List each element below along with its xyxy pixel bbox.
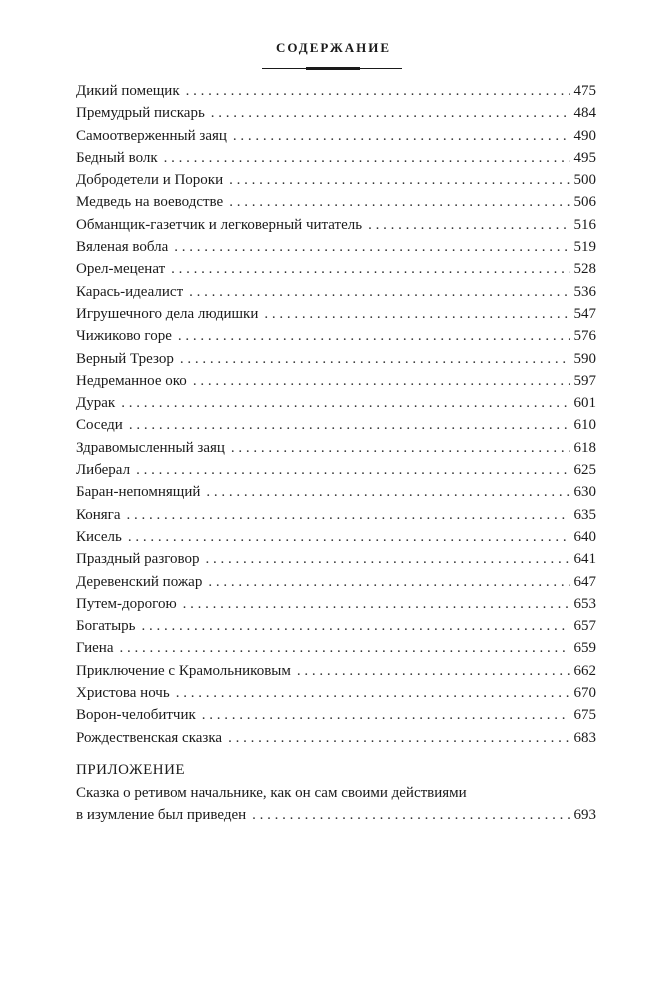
appendix-section — [76, 758, 596, 826]
toc-entry-title: Медведь на воеводстве — [76, 194, 224, 211]
table-of-contents — [76, 80, 596, 749]
toc-entry-page: 670 — [573, 685, 596, 702]
dot-leader — [136, 459, 569, 481]
toc-entry-page: 683 — [573, 729, 596, 746]
toc-entry — [76, 80, 596, 102]
toc-entry — [76, 615, 596, 637]
toc-entry — [76, 682, 596, 704]
toc-entry-title: Здравомысленный заяц — [76, 439, 225, 456]
toc-entry-title: Дурак — [76, 395, 116, 412]
toc-entry-title: Коняга — [76, 506, 121, 523]
toc-entry-title: Путем-дорогою — [76, 595, 177, 612]
toc-entry — [76, 593, 596, 615]
toc-entry-title: Рождественская сказка — [76, 729, 223, 746]
toc-entry-page: 597 — [573, 372, 596, 389]
dot-leader — [206, 548, 570, 570]
toc-entry — [76, 637, 596, 659]
toc-entry-page: 635 — [573, 506, 596, 523]
appendix-entry — [76, 804, 596, 826]
toc-entry-page: 675 — [573, 707, 596, 724]
appendix-entry-title-line1: Сказка о ретивом начальнике, как он сам своими действиями — [76, 785, 467, 801]
toc-entry-page: 506 — [573, 194, 596, 211]
toc-entry — [76, 169, 596, 191]
toc-entry-page: 528 — [573, 261, 596, 278]
toc-entry-title: Добродетели и Пороки — [76, 172, 224, 189]
toc-entry — [76, 191, 596, 213]
toc-entry-title: Орел-меценат — [76, 261, 166, 278]
dot-leader — [229, 191, 569, 213]
dot-leader — [178, 325, 570, 347]
toc-entry-page: 516 — [573, 216, 596, 233]
dot-leader — [202, 704, 570, 726]
toc-entry-page: 547 — [573, 305, 596, 322]
appendix-entry-title-line2: в изумление был приведен — [76, 807, 247, 823]
dot-leader — [252, 804, 569, 826]
toc-entry — [76, 258, 596, 280]
toc-entry-title: Вяленая вобла — [76, 239, 169, 256]
dot-leader — [121, 392, 569, 414]
toc-entry — [76, 147, 596, 169]
page-title: СОДЕРЖАНИЕ — [275, 40, 392, 55]
toc-entry — [76, 571, 596, 593]
appendix-heading: ПРИЛОЖЕНИЕ — [76, 762, 186, 778]
toc-entry — [76, 236, 596, 258]
toc-entry-title: Премудрый пискарь — [76, 105, 205, 122]
dot-leader — [127, 504, 570, 526]
toc-entry-title: Баран-непомнящий — [76, 484, 201, 501]
toc-entry — [76, 504, 596, 526]
toc-entry-page: 662 — [573, 662, 596, 679]
toc-entry-title: Праздный разговор — [76, 551, 200, 568]
dot-leader — [264, 303, 569, 325]
dot-leader — [193, 370, 570, 392]
toc-entry-title: Ворон-челобитчик — [76, 707, 196, 724]
dot-leader — [208, 571, 569, 593]
dot-leader — [128, 526, 570, 548]
toc-entry-title: Чижиково горе — [76, 328, 172, 345]
toc-entry — [76, 370, 596, 392]
toc-entry-title: Соседи — [76, 417, 123, 434]
toc-entry-title: Недреманное око — [76, 372, 187, 389]
toc-entry — [76, 437, 596, 459]
toc-entry — [76, 660, 596, 682]
toc-entry-page: 519 — [573, 239, 596, 256]
dot-leader — [368, 214, 569, 236]
toc-entry — [76, 727, 596, 749]
toc-entry-title: Карась-идеалист — [76, 283, 184, 300]
toc-entry-title: Обманщик-газетчик и легковерный читатель — [76, 216, 363, 233]
dot-leader — [119, 637, 569, 659]
toc-entry-title: Либерал — [76, 462, 131, 479]
toc-entry-title: Кисель — [76, 528, 122, 545]
toc-entry — [76, 526, 596, 548]
toc-entry — [76, 102, 596, 124]
toc-entry-title: Игрушечного дела людишки — [76, 305, 259, 322]
dot-leader — [297, 660, 570, 682]
toc-entry — [76, 303, 596, 325]
dot-leader — [129, 414, 570, 436]
toc-entry-page: 601 — [573, 395, 596, 412]
toc-entry — [76, 348, 596, 370]
toc-entry-page: 536 — [573, 283, 596, 300]
toc-entry-title: Самоотверженный заяц — [76, 127, 227, 144]
toc-entry-page: 495 — [573, 149, 596, 166]
toc-entry-page: 653 — [573, 595, 596, 612]
toc-entry — [76, 704, 596, 726]
toc-entry-page: 618 — [573, 439, 596, 456]
dot-leader — [186, 80, 570, 102]
toc-entry — [76, 481, 596, 503]
dot-leader — [142, 615, 570, 637]
toc-entry-page: 641 — [573, 551, 596, 568]
dot-leader — [183, 593, 570, 615]
toc-entry — [76, 281, 596, 303]
dot-leader — [233, 125, 570, 147]
toc-entry-page: 500 — [573, 172, 596, 189]
dot-leader — [180, 348, 570, 370]
dot-leader — [231, 437, 570, 459]
toc-entry — [76, 392, 596, 414]
toc-entry-page: 640 — [573, 528, 596, 545]
toc-entry-page: 659 — [573, 640, 596, 657]
toc-entry-title: Богатырь — [76, 618, 136, 635]
toc-entry — [76, 125, 596, 147]
toc-entry-page: 490 — [573, 127, 596, 144]
toc-entry-title: Бедный волк — [76, 149, 158, 166]
dot-leader — [229, 169, 569, 191]
toc-entry-page: 576 — [573, 328, 596, 345]
dot-leader — [211, 102, 570, 124]
dot-leader — [174, 236, 569, 258]
title-rule-thick — [306, 67, 360, 70]
toc-entry-title: Приключение с Крамольниковым — [76, 662, 291, 679]
appendix-entry-page: 693 — [573, 807, 596, 823]
toc-entry — [76, 214, 596, 236]
toc-entry-page: 484 — [573, 105, 596, 122]
toc-entry — [76, 325, 596, 347]
toc-entry-page: 625 — [573, 462, 596, 479]
toc-entry-title: Верный Трезор — [76, 350, 174, 367]
toc-entry — [76, 414, 596, 436]
toc-entry-title: Деревенский пожар — [76, 573, 203, 590]
toc-entry-title: Гиена — [76, 640, 114, 657]
dot-leader — [189, 281, 569, 303]
toc-entry-page: 630 — [573, 484, 596, 501]
toc-entry-page: 657 — [573, 618, 596, 635]
dot-leader — [171, 258, 569, 280]
dot-leader — [164, 147, 570, 169]
toc-entry-page: 647 — [573, 573, 596, 590]
toc-entry-page: 475 — [573, 83, 596, 99]
dot-leader — [228, 727, 569, 749]
toc-entry-title: Христова ночь — [76, 685, 170, 702]
dot-leader — [176, 682, 570, 704]
toc-entry-title: Дикий помещик — [76, 83, 180, 99]
toc-entry — [76, 459, 596, 481]
dot-leader — [206, 481, 569, 503]
toc-entry-page: 590 — [573, 350, 596, 367]
toc-entry — [76, 548, 596, 570]
toc-entry-page: 610 — [573, 417, 596, 434]
